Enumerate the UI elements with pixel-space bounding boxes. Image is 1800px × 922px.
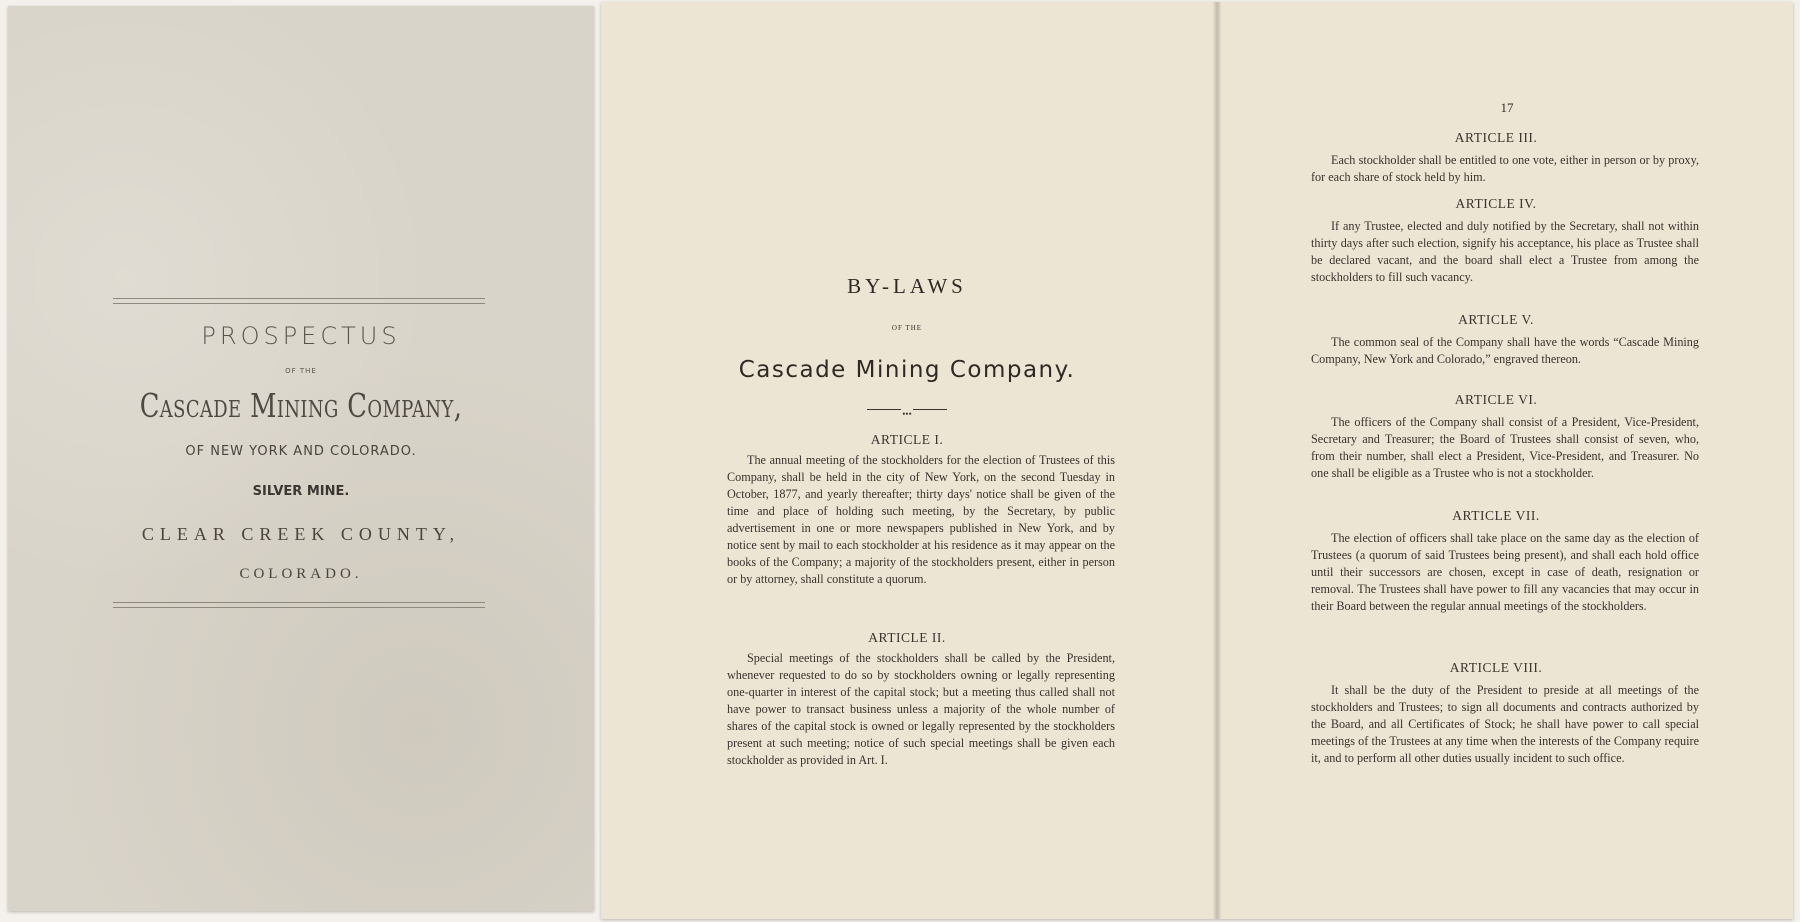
cover-colorado: COLORADO. <box>239 566 363 582</box>
open-booklet-spread <box>601 2 1793 919</box>
article-3-text: Each stockholder shall be entitled to one vote, either in person or by proxy, for each share of stock held by him. <box>1311 153 1699 184</box>
cover-of-the: OF THE <box>285 367 317 375</box>
article-8-heading: ARTICLE VIII. <box>1449 660 1543 675</box>
bylaws-of-the: OF THE <box>891 324 923 332</box>
cover-title: PROSPECTUS <box>201 322 401 350</box>
article-2-heading: ARTICLE II. <box>868 630 946 645</box>
bylaws-page <box>601 2 1213 919</box>
article-5-heading: ARTICLE V. <box>1458 312 1534 327</box>
article-6-text: The officers of the Company shall consist of a President, Vice-President, Secretary and Treasurer; the Board of Trustees shall consist of seven, who, from their number, shall elect a President, Vice-President, and Treasurer. No one shall be eligible as a Trustee who is not a stockholder. <box>1311 415 1699 480</box>
article-1-heading: ARTICLE I. <box>870 432 944 447</box>
prospectus-cover <box>8 6 594 911</box>
cover-state-line: OF NEW YORK AND COLORADO. <box>185 444 417 459</box>
article-6-heading: ARTICLE VI. <box>1454 392 1538 407</box>
cover-top-rule <box>113 298 485 304</box>
page-number: 17 <box>1500 100 1514 115</box>
bylaws-title: BY-LAWS <box>847 274 967 298</box>
ornament-divider: ••• <box>867 407 947 413</box>
page-17 <box>1221 2 1793 919</box>
article-4-heading: ARTICLE IV. <box>1455 196 1537 211</box>
article-7-heading: ARTICLE VII. <box>1452 508 1540 523</box>
article-2-text: Special meetings of the stockholders shall be called by the President, whenever requested to do so by stockholders owning or legally representing one-quarter in interest of the capital stock; but a meeting thus called shall not have power to transact business unless a majority of the whole number of shares of the capital stock is owned or legally represented by the stockholders present at such meeting; notice of such special meetings shall be given each stockholder as provided in Art. I. <box>727 651 1115 767</box>
book-gutter <box>1213 2 1221 919</box>
article-7-text: The election of officers shall take place on the same day as the election of Trustees (a quorum of said Trustees being present), and shall each hold office until their successors are chosen, except in case of death, resignation or removal. The Trustees shall have power to fill any vacancies that may occur in their Board between the regular annual meetings of the stockholders. <box>1311 531 1699 613</box>
cover-company-name: Cascade Mining Company, <box>139 386 463 425</box>
article-1-text: The annual meeting of the stockholders for the election of Trustees of this Company, shall be held in the city of New York, on the second Tuesday in October, 1877, and yearly thereafter; thirty days' notice shall be given of the time and place of holding such meeting, by the Secretary, by public advertisement in one or more newspapers published in New York, and by notice sent by mail to each stockholder at his residence as it may appear on the books of the Company; a majority of the stockholders present, either in person or by attorney, shall constitute a quorum. <box>727 453 1115 586</box>
cover-bottom-rule <box>113 602 485 608</box>
cover-county: CLEAR CREEK COUNTY, <box>141 524 461 544</box>
bylaws-company-name: Cascade Mining Company. <box>738 357 1076 383</box>
article-5-text: The common seal of the Company shall have the words “Cascade Mining Company, New York and Colorado,” engraved thereon. <box>1311 335 1699 366</box>
article-3-heading: ARTICLE III. <box>1454 130 1538 145</box>
cover-silver-mine: SILVER MINE. <box>252 484 350 499</box>
article-4-text: If any Trustee, elected and duly notified by the Secretary, shall not within thirty days after such election, signify his acceptance, his place as Trustee shall be declared vacant, and the board shall elect a Trustee from among the stockholders to fill such vacancy. <box>1311 219 1699 284</box>
article-8-text: It shall be the duty of the President to preside at all meetings of the stockholders and Trustees; to sign all documents and contracts authorized by the Board, and all Certificates of Stock; he shall have power to call special meetings of the Trustees at any time when the interests of the Company require it, and to perform all other duties usually incident to such office. <box>1311 683 1699 765</box>
